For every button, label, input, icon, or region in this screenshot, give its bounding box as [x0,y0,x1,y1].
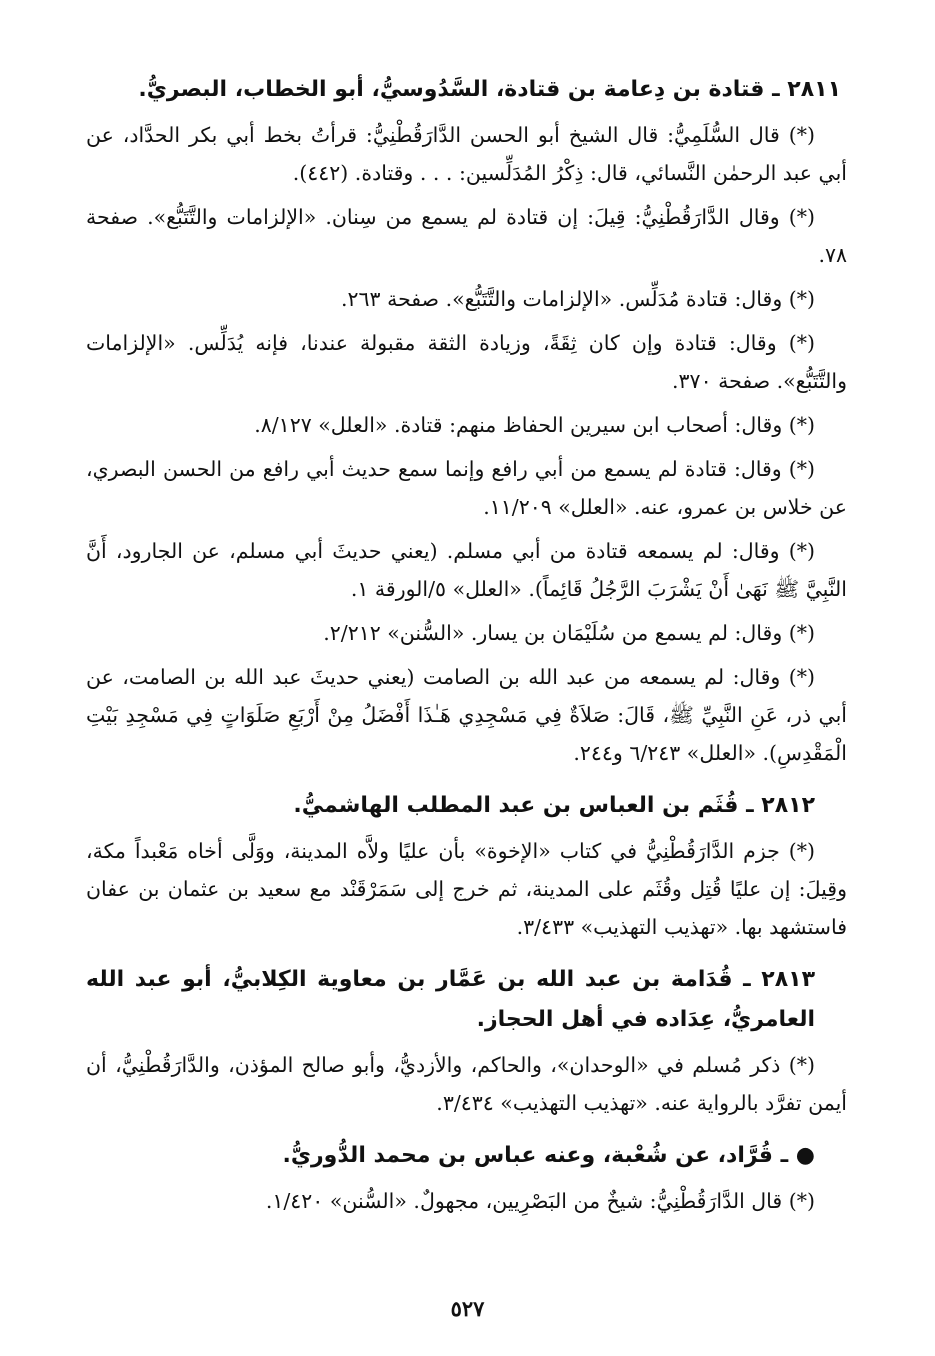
entry-paragraph: (*) ذكر مُسلم في «الوحدان»، والحاكم، والأزديُّ، وأبو صالح المؤذن، والدَّارَقُطْنِيُّ، أن أيمن تفرَّد بالرواية عنه. «تهذيب التهذيب» ٣/٤٣٤. [86,1053,847,1115]
entry-heading: ٢٨١٢ ـ قُثَم بن العباس بن عبد المطلب الهاشميُّ. [293,793,815,818]
entry-paragraph: (*) وقال: قتادة وإن كان ثِقَةً، وزيادة الثقة مقبولة عندنا، فإنه يُدَلِّس. «الإلزامات والتَّتَبُّع». صفحة ٣٧٠. [86,331,847,393]
entry-paragraph: (*) وقال: قتادة لم يسمع من أبي رافع وإنما سمع حديث أبي رافع من الحسن البصري، عن خلاس بن عمرو، عنه. «العلل» ١١/٢٠٩. [86,457,847,519]
entry-paragraph: (*) قال السُّلَمِيُّ: قال الشيخ أبو الحسن الدَّارَقُطْنِيُّ: قرأتُ بخط أبي بكر الحدَّاد، عن أبي عبد الرحمٰن النَّسائي، قال: ذِكْرُ المُدَلِّسين: . . . وقتادة. (٤٤٢). [86,123,847,185]
page-number: ٥٢٧ [450,1296,485,1321]
entry-heading: ٢٨١٣ ـ قُدَامة بن عبد الله بن عَمَّار بن معاوية الكِلابيُّ، أبو عبد الله العامريُّ، عِدَاده في أهل الحجاز. [86,967,815,1032]
entry-paragraph: (*) وقال: قتادة مُدَلِّس. «الإلزامات والتَّتَبُّع». صفحة ٢٦٣. [340,287,815,311]
entry-2812 [86,786,847,946]
entry-heading: ٢٨١١ ـ قتادة بن دِعامة بن قتادة، السَّدُوسيُّ، أبو الخطاب، البصريُّ. [138,77,841,102]
entry-paragraph: (*) وقال: لم يسمعه قتادة من أبي مسلم. (يعني حديثَ أبي مسلم، عن الجارود، أَنَّ النَّبِيَّ ﷺ نَهَىٰ أَنْ يَشْرَبَ الرَّجُلُ قَائِماً). «العلل» ٥/الورقة ١. [86,539,847,601]
entry-paragraph: (*) قال الدَّارَقُطْنِيُّ: شيخٌ من البَصْرِيين، مجهولٌ. «السُّنن» ١/٤٢٠. [265,1189,815,1213]
entry-paragraph: (*) وقال: أصحاب ابن سيرين الحفاظ منهم: قتادة. «العلل» ٨/١٢٧. [254,413,815,437]
entry-2811 [86,70,847,772]
entry-paragraph: (*) وقال الدَّارَقُطْنِيُّ: قِيلَ: إن قتادة لم يسمع من سِنان. «الإلزامات والتَّتَبُّع». صفحة ٧٨. [86,205,847,267]
entry-qurrad [86,1136,847,1220]
entry-2813 [86,960,847,1122]
entry-paragraph: (*) جزم الدَّارَقُطْنِيُّ في كتاب «الإخوة» بأن عليًا ولاَّه المدينة، ووَلَّى أخاه مَعْبداً مكة، وقِيلَ: إن عليًا قُتِل وقُثَم على المدينة، ثم خرج إلى سَمَرْقَنْد مع سعيد بن عثمان بن عفان فاستشهد بها. «تهذيب التهذيب» ٣/٤٣٣. [86,839,847,939]
entry-paragraph: (*) وقال: لم يسمعه من عبد الله بن الصامت (يعني حديثَ عبد الله بن الصامت، عن أبي ذر، عَنِ النَّبِيِّ ﷺ، قَالَ: صَلاَةٌ فِي مَسْجِدِي هَـٰذَا أَفْضَلُ مِنْ أَرْبَعِ صَلَوَاتٍ فِي مَسْجِدِ بَيْتِ الْمَقْدِسِ). «العلل» ٦/٢٤٣ و٢٤٤. [86,665,847,765]
entry-paragraph: (*) وقال: لم يسمع من سُلَيْمَان بن يسار. «السُّنن» ٢/٢١٢. [323,621,815,645]
entry-heading: ● ـ قُرَّاد، عن شُعْبة، وعنه عباس بن محمد الدُّوريُّ. [282,1143,815,1168]
